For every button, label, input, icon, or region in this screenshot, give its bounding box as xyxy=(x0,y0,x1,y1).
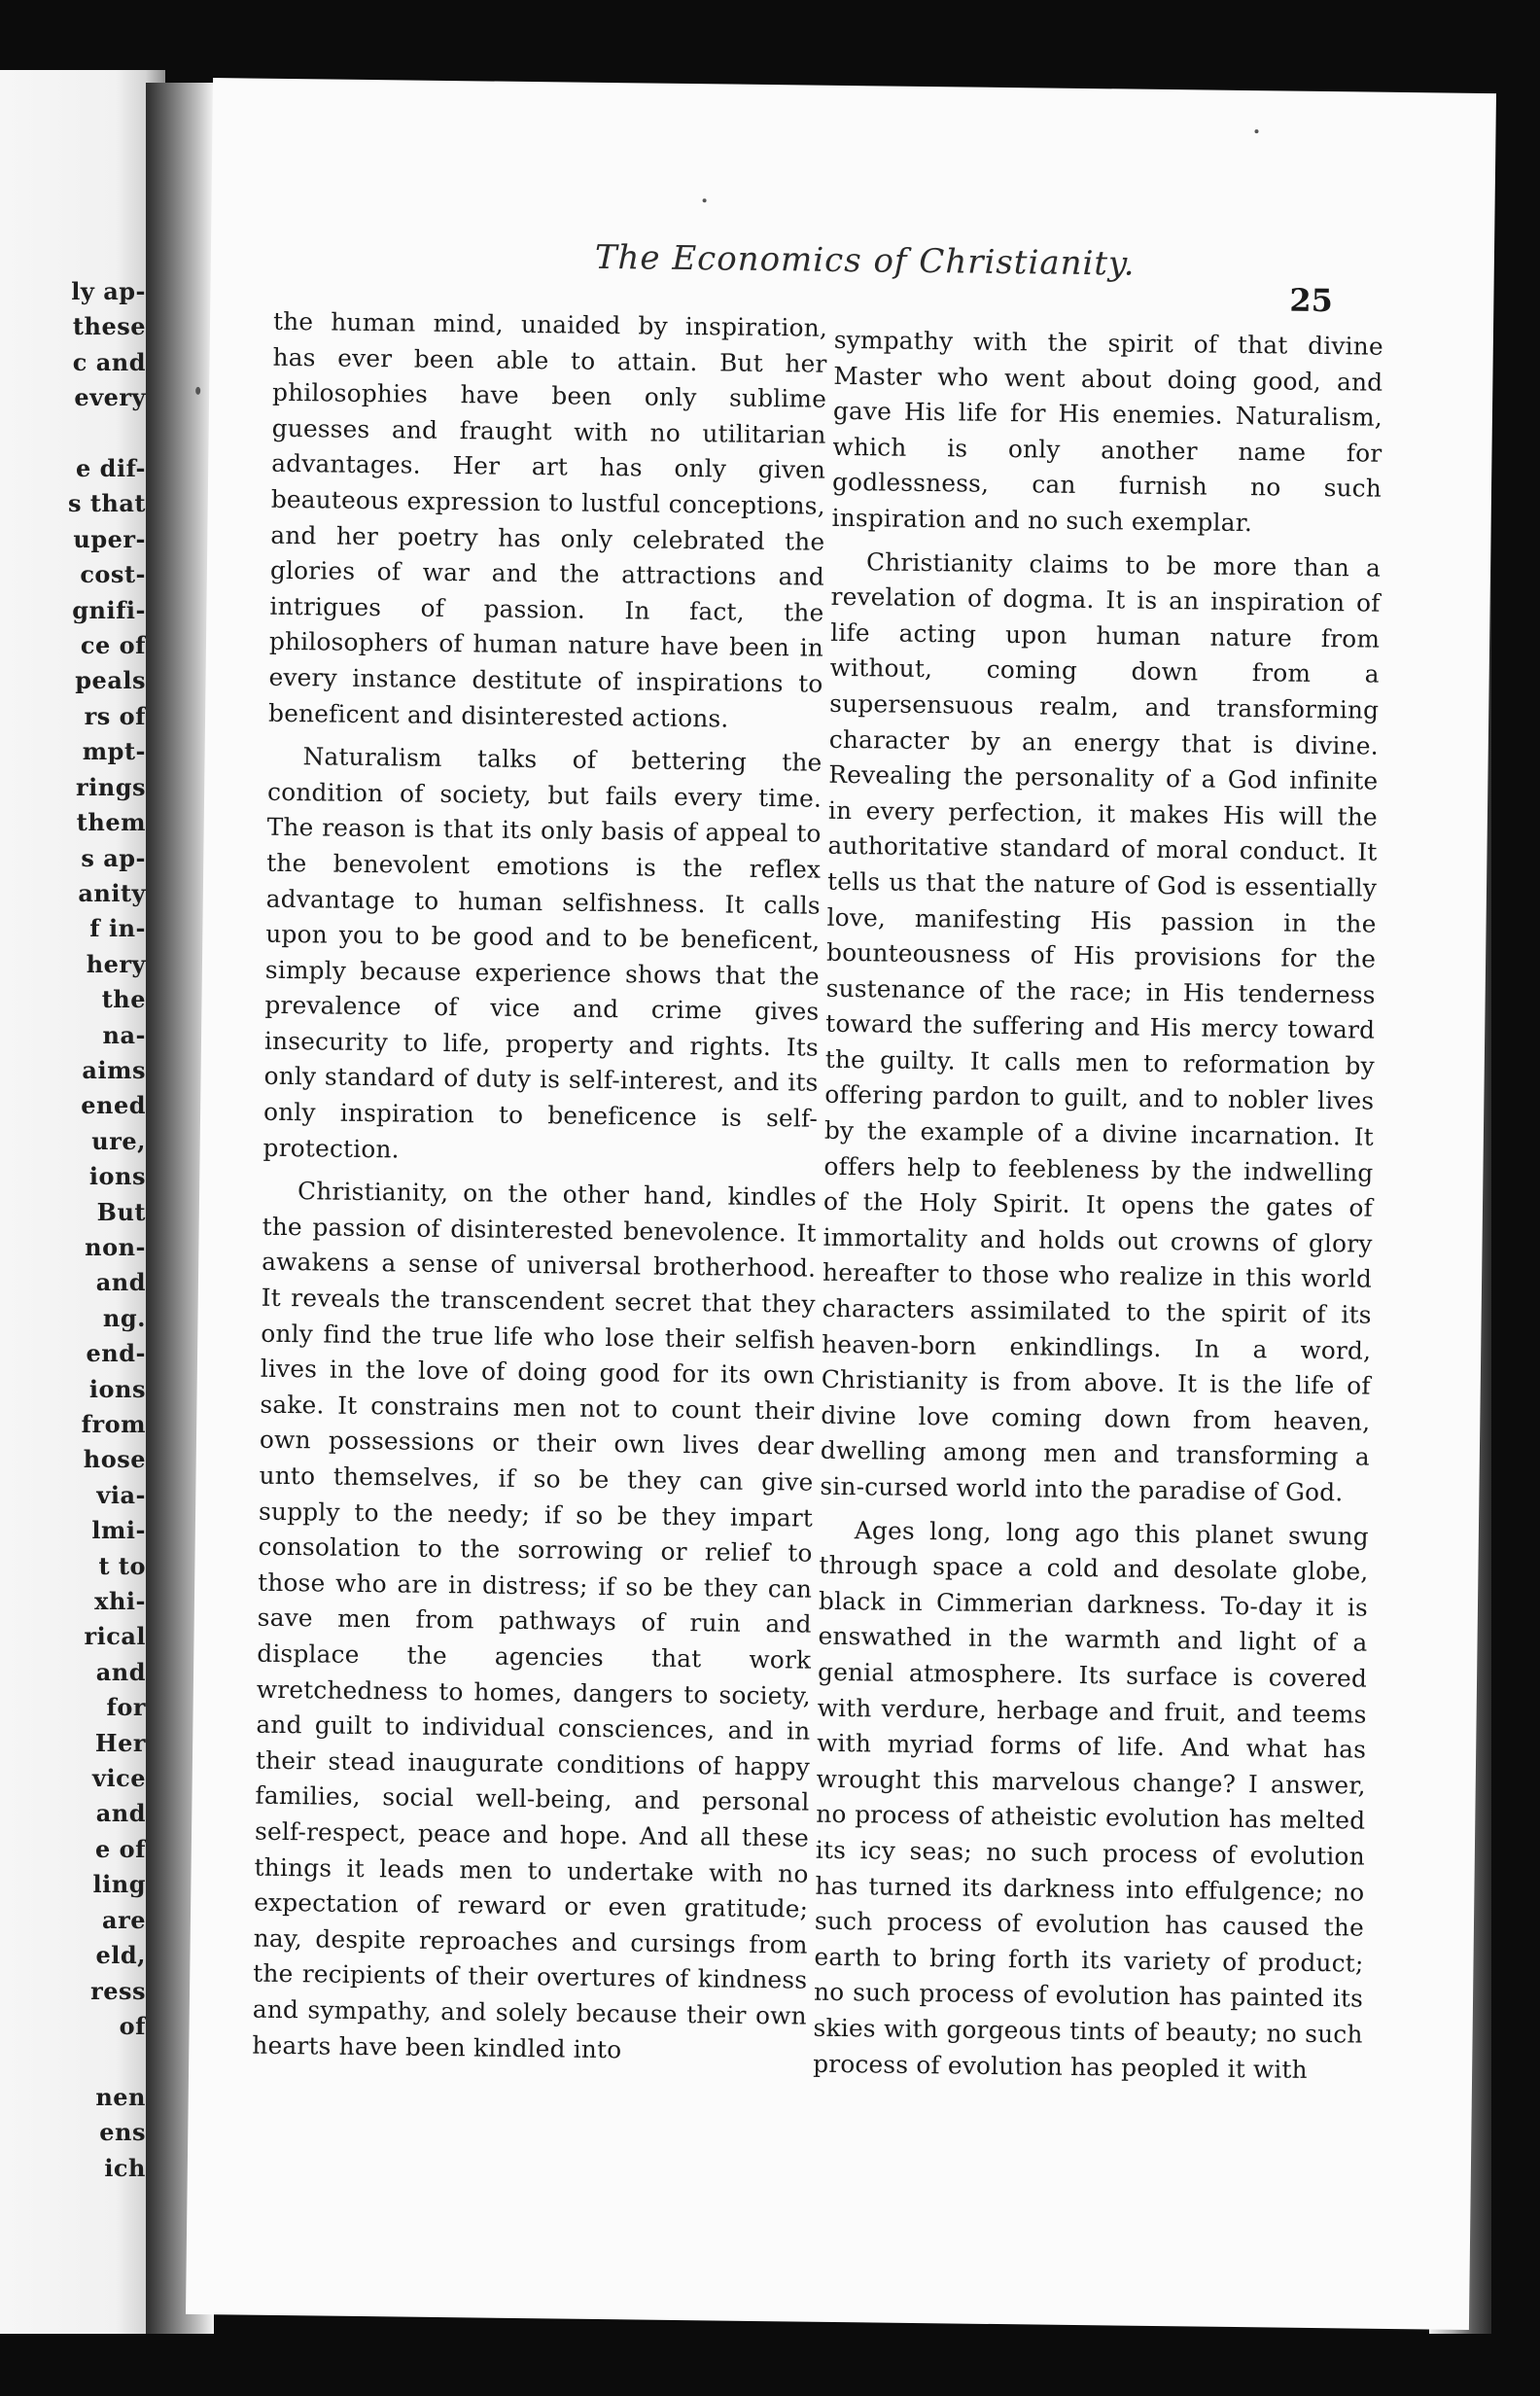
facing-page-line: and xyxy=(95,1268,146,1297)
facing-page-line: s ap- xyxy=(81,843,146,872)
paragraph: Christianity, on the other hand, kindles the passion of disinterested benevolence. It awakens a sense of universal brotherhood. It reveals the transcendent secret that they only find the true life who lose their selfish lives in the love of doing good for its own sake. It constrains men not to count their own possessions or their own lives dear unto themselves, if so be they can give supply to the needy; if so be they impart consolation to the sorrowing or relief to those who are in distress; if so be they can save men from pathways of ruin and displace the agencies that work wretchedness to homes, dangers to society, and guilt to individual consciences, and in their stead inaugurate conditions of happy families, social well-being, and personal self-respect, peace and hope. And all these things it leads men to undertake with no expectation of reward or even gratitude; nay, despite reproaches and cursings from the recipients of their overtures of kindness and sympathy, and solely because their own hearts have been kindled into xyxy=(252,1177,818,2063)
facing-page-line: eld, xyxy=(95,1941,146,1970)
facing-page-line: non- xyxy=(85,1232,146,1261)
facing-page-line: the xyxy=(101,985,146,1014)
scan-speck xyxy=(195,387,200,395)
paragraph: sympathy with the spirit of that divine Master who went about doing good, and gave His life for His enemies. Naturalism, which is only another name for godlessness, can furnish no such inspiration and no such exemplar. xyxy=(831,325,1383,538)
facing-page-line: f in- xyxy=(89,914,146,943)
scan-speck xyxy=(1254,129,1258,133)
facing-page-line: uper- xyxy=(73,524,146,553)
facing-page-line: for xyxy=(106,1693,146,1722)
paragraph: Christianity claims to be more than a revelation of dogma. It is an inspiration of life acting upon human nature from without, coming down from a supersensuous realm, and transforming character by an energy that is divine. Revealing the personality of a God infinite in every perfection, it makes His will the authoritative standard of moral conduct. It tells us that the nature of God is essentially love, manifesting His passion in the bounteousness of His provisions for the sustenance of the race; in His tenderness toward the suffering and His mercy toward the guilty. It calls men to reformation by offering pardon to guilt, and to nobler lives by the example of a divine incarnation. It offers help to feebleness by the indwelling of the Holy Spirit. It opens the gates of immortality and holds out crowns of glory hereafter to those who realize in this world characters assimilated to the spirit of its heaven-born enkindlings. In a word, Christianity is from above. It is the life of divine love coming down from heaven, dwelling among men and transforming a sin-cursed world into the paradise of God. xyxy=(820,546,1382,1507)
facing-page-line: them xyxy=(76,808,146,837)
scan-background-bottom xyxy=(0,2334,1540,2396)
facing-page-line: hose xyxy=(83,1445,146,1474)
facing-page-line: ng. xyxy=(102,1303,146,1332)
facing-page-line: But xyxy=(96,1197,146,1226)
facing-page-line: aims xyxy=(82,1055,146,1084)
facing-page-line: ress xyxy=(90,1976,146,2005)
facing-page-line: mpt- xyxy=(82,737,146,766)
facing-page-line: ich xyxy=(104,2153,146,2182)
facing-page-line: t to xyxy=(98,1551,146,1580)
facing-page-line: via- xyxy=(96,1480,146,1509)
facing-page-line: anity xyxy=(78,878,146,907)
facing-page-line: ions xyxy=(88,1374,146,1403)
paragraph: the human mind, unaided by inspiration, has ever been able to attain. But her philosophies have been only sublime guesses and fraught with no utilitarian advantages. Her art has only given beauteous expression to lustful conceptions, and her poetry has only celebrated the glories of war and the attractions and intrigues of passion. In fact, the philosophers of human nature have been in every instance destitute of inspirations to beneficent and disinterested actions. xyxy=(267,306,828,733)
facing-page-line: of xyxy=(119,2011,146,2040)
facing-page-line xyxy=(68,416,146,451)
facing-page-line: e of xyxy=(95,1834,146,1863)
facing-page-line: are xyxy=(102,1905,146,1934)
running-head: The Economics of Christianity. xyxy=(594,237,1136,284)
paragraph: Naturalism talks of bettering the condition of society, but fails every time. The reason is that its only basis of appeal to the benevolent emotions is the reflex advantage to human selfishness. It calls upon you to be good and to be beneficent, simply because experience shows that the prevalence of vice and crime gives insecurity to life, property and rights. Its only standard of duty is self-interest, and its only inspiration to beneficence is self-protection. xyxy=(262,742,822,1164)
facing-page-line: ens xyxy=(99,2118,146,2147)
facing-page-line: nen xyxy=(95,2082,146,2111)
facing-page-line: peals xyxy=(75,666,146,695)
facing-page-edge xyxy=(0,70,165,2336)
right-text-column xyxy=(813,323,1383,2089)
facing-page-line xyxy=(68,2044,146,2079)
facing-page-line: vice xyxy=(92,1764,146,1793)
facing-page-line: s that xyxy=(67,489,146,518)
facing-page-text xyxy=(68,274,146,2186)
facing-page-line: ce of xyxy=(80,631,146,660)
facing-page-line: rs of xyxy=(84,701,146,730)
facing-page-line: c and xyxy=(72,347,146,376)
facing-page-line: na- xyxy=(102,1020,146,1049)
scan-speck xyxy=(703,198,707,202)
facing-page-line: every xyxy=(74,383,146,412)
facing-page-line: e dif- xyxy=(76,454,146,483)
facing-page-line: from xyxy=(81,1410,146,1438)
facing-page-line: and xyxy=(95,1799,146,1828)
page-number: 25 xyxy=(1289,281,1334,320)
facing-page-line: rings xyxy=(75,772,146,801)
facing-page-line: ling xyxy=(92,1870,146,1899)
paragraph: Ages long, long ago this planet swung through space a cold and desolate globe, black in Cimmerian darkness. To-day it is enswathed in the warmth and light of a genial atmosphere. Its surface is covered with verdure, herbage and fruit, and teems with myriad forms of life. And what has wrought this marvelous change? I answer, no process of atheistic evolution has melted its icy seas; no such process of evolution has turned its darkness into effulgence; no such process of evolution has caused the earth to bring forth its variety of product; no such process of evolution has painted its skies with gorgeous tints of beauty; no such process of evolution has peopled it with xyxy=(813,1515,1370,2084)
scan-background-top xyxy=(0,0,1540,78)
facing-page-line: rical xyxy=(84,1622,146,1651)
facing-page-line: ly ap- xyxy=(71,277,146,305)
book-page xyxy=(186,78,1496,2330)
facing-page-line: hery xyxy=(86,949,146,978)
left-text-column xyxy=(252,304,827,2070)
facing-page-line: these xyxy=(72,312,146,341)
facing-page-line: xhi- xyxy=(94,1587,146,1616)
facing-page-line: Her xyxy=(94,1728,146,1757)
facing-page-line: lmi- xyxy=(91,1516,146,1545)
facing-page-line: gnifi- xyxy=(72,595,146,624)
facing-page-line: ions xyxy=(88,1162,146,1191)
facing-page-line: and xyxy=(95,1657,146,1686)
facing-page-line: cost- xyxy=(80,560,146,589)
facing-page-line: ened xyxy=(81,1091,146,1120)
facing-page-line: ure, xyxy=(91,1126,146,1155)
facing-page-line: end- xyxy=(86,1339,146,1368)
